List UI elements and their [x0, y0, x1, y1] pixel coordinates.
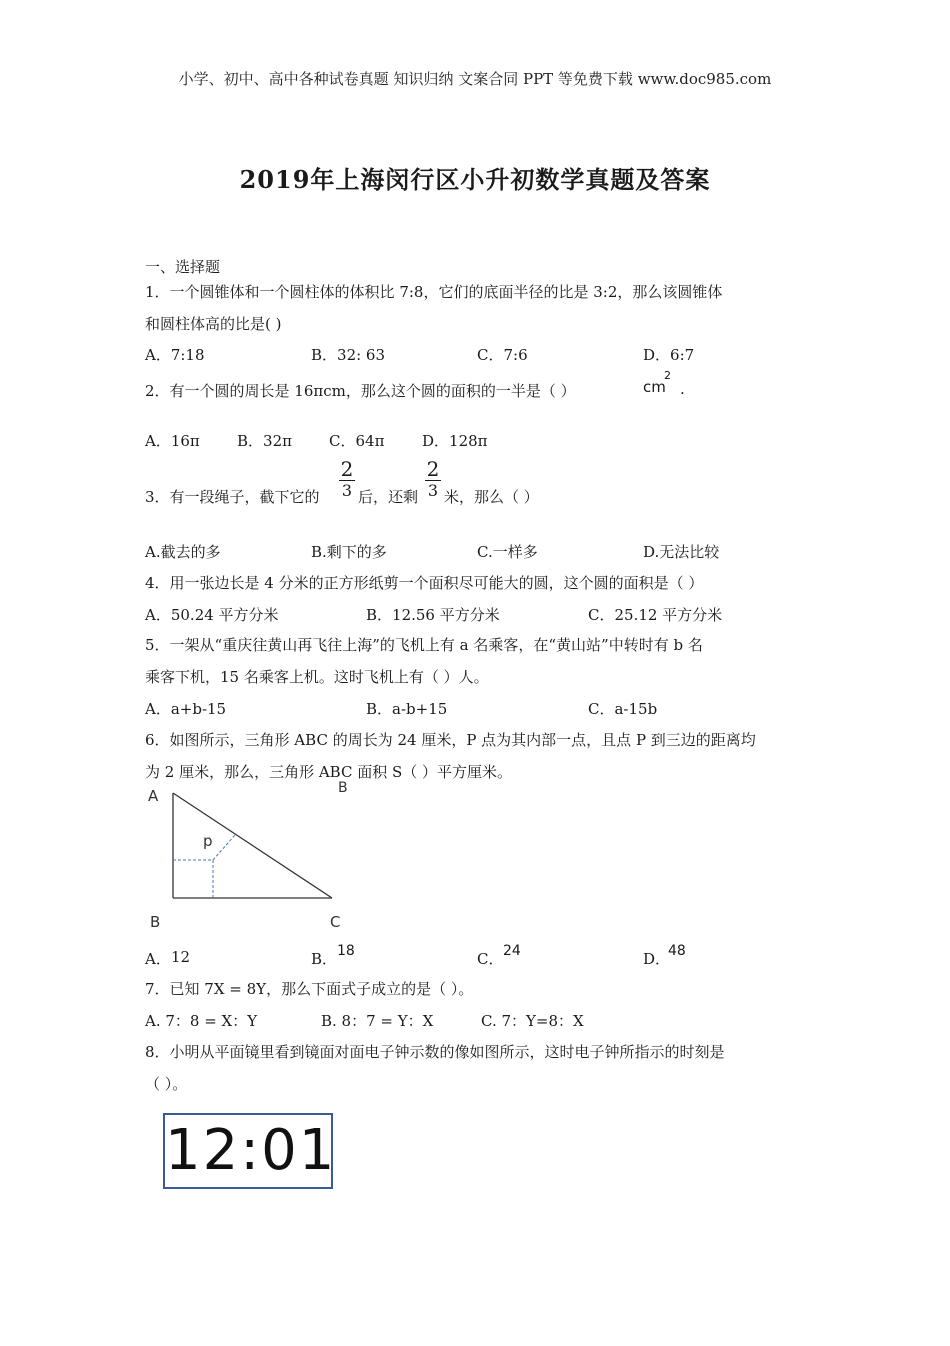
- q6-option-c-value: 24: [503, 943, 521, 959]
- q4-option-a: A．50.24 平方分米: [145, 606, 279, 624]
- q5-option-b: B．a-b+15: [366, 700, 448, 718]
- q4-text: 4．用一张边长是 4 分米的正方形纸剪一个面积尽可能大的圆，这个圆的面积是（ ）: [145, 574, 704, 592]
- q2-option-c: C．64π: [329, 432, 385, 450]
- q2-unit-sup: 2: [664, 369, 671, 382]
- q3-fraction-1-numerator: 2: [340, 457, 354, 481]
- q1-line2: 和圆柱体高的比是( ): [145, 315, 282, 333]
- q8-line2: （ ）。: [145, 1075, 188, 1093]
- q7-option-b: B. 8：7 = Y：X: [321, 1012, 434, 1030]
- q3-option-d: D.无法比较: [643, 543, 720, 561]
- q3-option-a: A.截去的多: [145, 543, 221, 561]
- q3-fraction-1-denominator: 3: [341, 481, 353, 500]
- q3-fraction-2: [425, 458, 441, 501]
- q1-option-d: D．6:7: [643, 346, 695, 364]
- page-title: 2019年上海闵行区小升初数学真题及答案: [239, 165, 711, 194]
- q3-part3: 米，那么（ ）: [444, 488, 539, 506]
- q6-option-a-letter: A．: [145, 950, 171, 968]
- page-header: 小学、初中、高中各种试卷真题 知识归纳 文案合同 PPT 等免费下载 www.doc985.com: [178, 70, 772, 88]
- q5-line2: 乘客下机，15 名乘客上机。这时飞机上有（ ）人。: [145, 668, 489, 686]
- q6-line1: 6．如图所示，三角形 ABC 的周长为 24 厘米，P 点为其内部一点，且点 P 到三边的距离均: [145, 731, 756, 749]
- q2-option-b: B．32π: [237, 432, 292, 450]
- q2-unit: cm: [643, 378, 666, 396]
- vertex-label-b: B: [150, 913, 161, 931]
- vertex-label-a: A: [148, 787, 159, 805]
- q5-option-a: A．a+b-15: [145, 700, 227, 718]
- q3-part1: 3．有一段绳子，截下它的: [145, 488, 320, 506]
- q2-text: 2．有一个圆的周长是 16πcm，那么这个圆的面积的一半是（ ）: [145, 382, 576, 400]
- q7-option-c: C. 7：Y=8：X: [481, 1012, 584, 1030]
- q4-option-b: B．12.56 平方分米: [366, 606, 500, 624]
- vertex-label-c: C: [330, 913, 341, 931]
- q2-option-d: D．128π: [422, 432, 488, 450]
- q3-fraction-1: [339, 458, 355, 501]
- q1-option-b: B．32: 63: [311, 346, 386, 364]
- q5-line1: 5．一架从“重庆往黄山再飞往上海”的飞机上有 a 名乘客，在“黄山站”中转时有 b 名: [145, 636, 703, 654]
- clock-reading: 12:01: [165, 1118, 337, 1183]
- q6-option-d-value: 48: [668, 943, 686, 959]
- q1-option-c: C．7:6: [477, 346, 528, 364]
- q3-option-c: C.一样多: [477, 543, 538, 561]
- q7-option-a: A. 7：8 = X：Y: [145, 1012, 258, 1030]
- q2-option-a: A．16π: [145, 432, 200, 450]
- triangle-figure: [140, 780, 360, 935]
- q3-part2: 后，还剩: [358, 488, 419, 506]
- q6-option-a-value: 12: [171, 948, 191, 966]
- mirrored-clock-figure: [163, 1113, 337, 1189]
- q3-fraction-2-denominator: 3: [427, 481, 439, 500]
- triangle-side-ac: [173, 793, 332, 898]
- vertex-label-b-top: B: [338, 780, 348, 796]
- q6-option-d-letter: D．: [643, 950, 671, 968]
- point-label-p: p: [203, 832, 213, 850]
- q4-option-c: C．25.12 平方分米: [588, 606, 723, 624]
- q7-text: 7．已知 7X = 8Y，那么下面式子成立的是（ ）。: [145, 980, 474, 998]
- q5-option-c: C．a-15b: [588, 700, 658, 718]
- section-heading: 一、选择题: [145, 258, 221, 276]
- q3-fraction-2-numerator: 2: [426, 457, 440, 481]
- q2-end: .: [680, 380, 685, 398]
- perpendicular-to-ac: [213, 835, 235, 860]
- q6-line2: 为 2 厘米，那么，三角形 ABC 面积 S（ ）平方厘米。: [145, 763, 513, 781]
- q8-line1: 8．小明从平面镜里看到镜面对面电子钟示数的像如图所示，这时电子钟所指示的时刻是: [145, 1043, 725, 1061]
- q3-option-b: B.剩下的多: [311, 543, 387, 561]
- q6-option-b-value: 18: [337, 943, 355, 959]
- q1-option-a: A．7:18: [145, 346, 205, 364]
- q6-option-c-letter: C．: [477, 950, 504, 968]
- q6-option-b-letter: B．: [311, 950, 338, 968]
- q1-line1: 1．一个圆锥体和一个圆柱体的体积比 7:8，它们的底面半径的比是 3:2，那么该圆锥体: [145, 283, 723, 301]
